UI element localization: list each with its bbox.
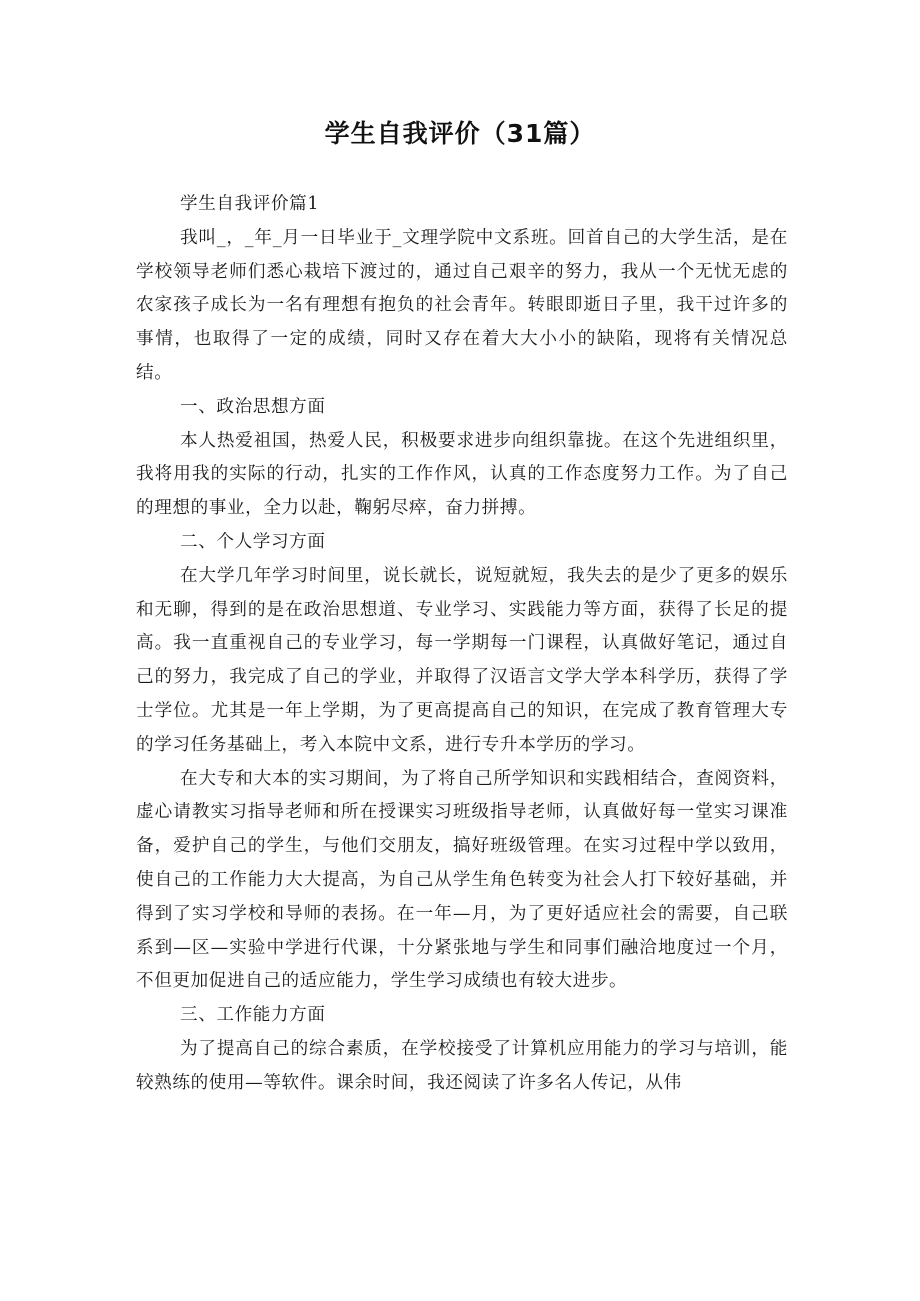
section-heading: 一、政治思想方面 — [180, 396, 326, 417]
section-heading: 学生自我评价篇1 — [180, 194, 320, 214]
paragraph: 我叫_，_年_月一日毕业于_文理学院中文系班。回首自己的大学生活，是在学校领导老师们悉心栽培下渡过的，通过自己艰辛的努力，我从一个无忧无虑的农家孩子成长为一名有理想有抱负的社会青年。转眼即逝日子里，我干过许多的事情，也取得了一定的成绩，同时又存在着大大小小的缺陷，现将有关情况总结。 — [136, 227, 788, 383]
paragraph: 在大专和大本的实习期间，为了将自己所学知识和实践相结合，查阅资料，虚心请教实习指导老师和所在授课实习班级指导老师，认真做好每一堂实习课准备，爱护自己的学生，与他们交朋友，搞好班级管理。在实习过程中学以致用，使自己的工作能力大大提高，为自己从学生角色转变为社会人打下较好基础，并得到了实习学校和导师的表扬。在一年—月，为了更好适应社会的需要，自己联系到—区—实验中学进行代课，十分紧张地与学生和同事们融洽地度过一个月，不但更加促进自己的适应能力，学生学习成绩也有较大进步。 — [136, 768, 788, 992]
section-heading: 二、个人学习方面 — [180, 531, 326, 552]
document-body — [136, 188, 788, 1101]
document-title: 学生自我评价（31篇） — [324, 119, 596, 148]
paragraph: 在大学几年学习时间里，说长就长，说短就短，我失去的是少了更多的娱乐和无聊，得到的是在政治思想道、专业学习、实践能力等方面，获得了长足的提高。我一直重视自己的专业学习，每一学期每一门课程，认真做好笔记，通过自己的努力，我完成了自己的学业，并取得了汉语言文学大学本科学历，获得了学士学位。尤其是一年上学期，为了更高提高自己的知识，在完成了教育管理大专的学习任务基础上，考入本院中文系，进行专升本学历的学习。 — [136, 565, 788, 755]
paragraph: 为了提高自己的综合素质，在学校接受了计算机应用能力的学习与培训，能较熟练的使用—等软件。课余时间，我还阅读了许多名人传记，从伟 — [136, 1038, 788, 1093]
section-heading: 三、工作能力方面 — [180, 1005, 326, 1026]
paragraph: 本人热爱祖国，热爱人民，积极要求进步向组织靠拢。在这个先进组织里，我将用我的实际的行动，扎实的工作作风，认真的工作态度努力工作。为了自己的理想的事业，全力以赴，鞠躬尽瘁，奋力拼搏。 — [136, 430, 788, 519]
